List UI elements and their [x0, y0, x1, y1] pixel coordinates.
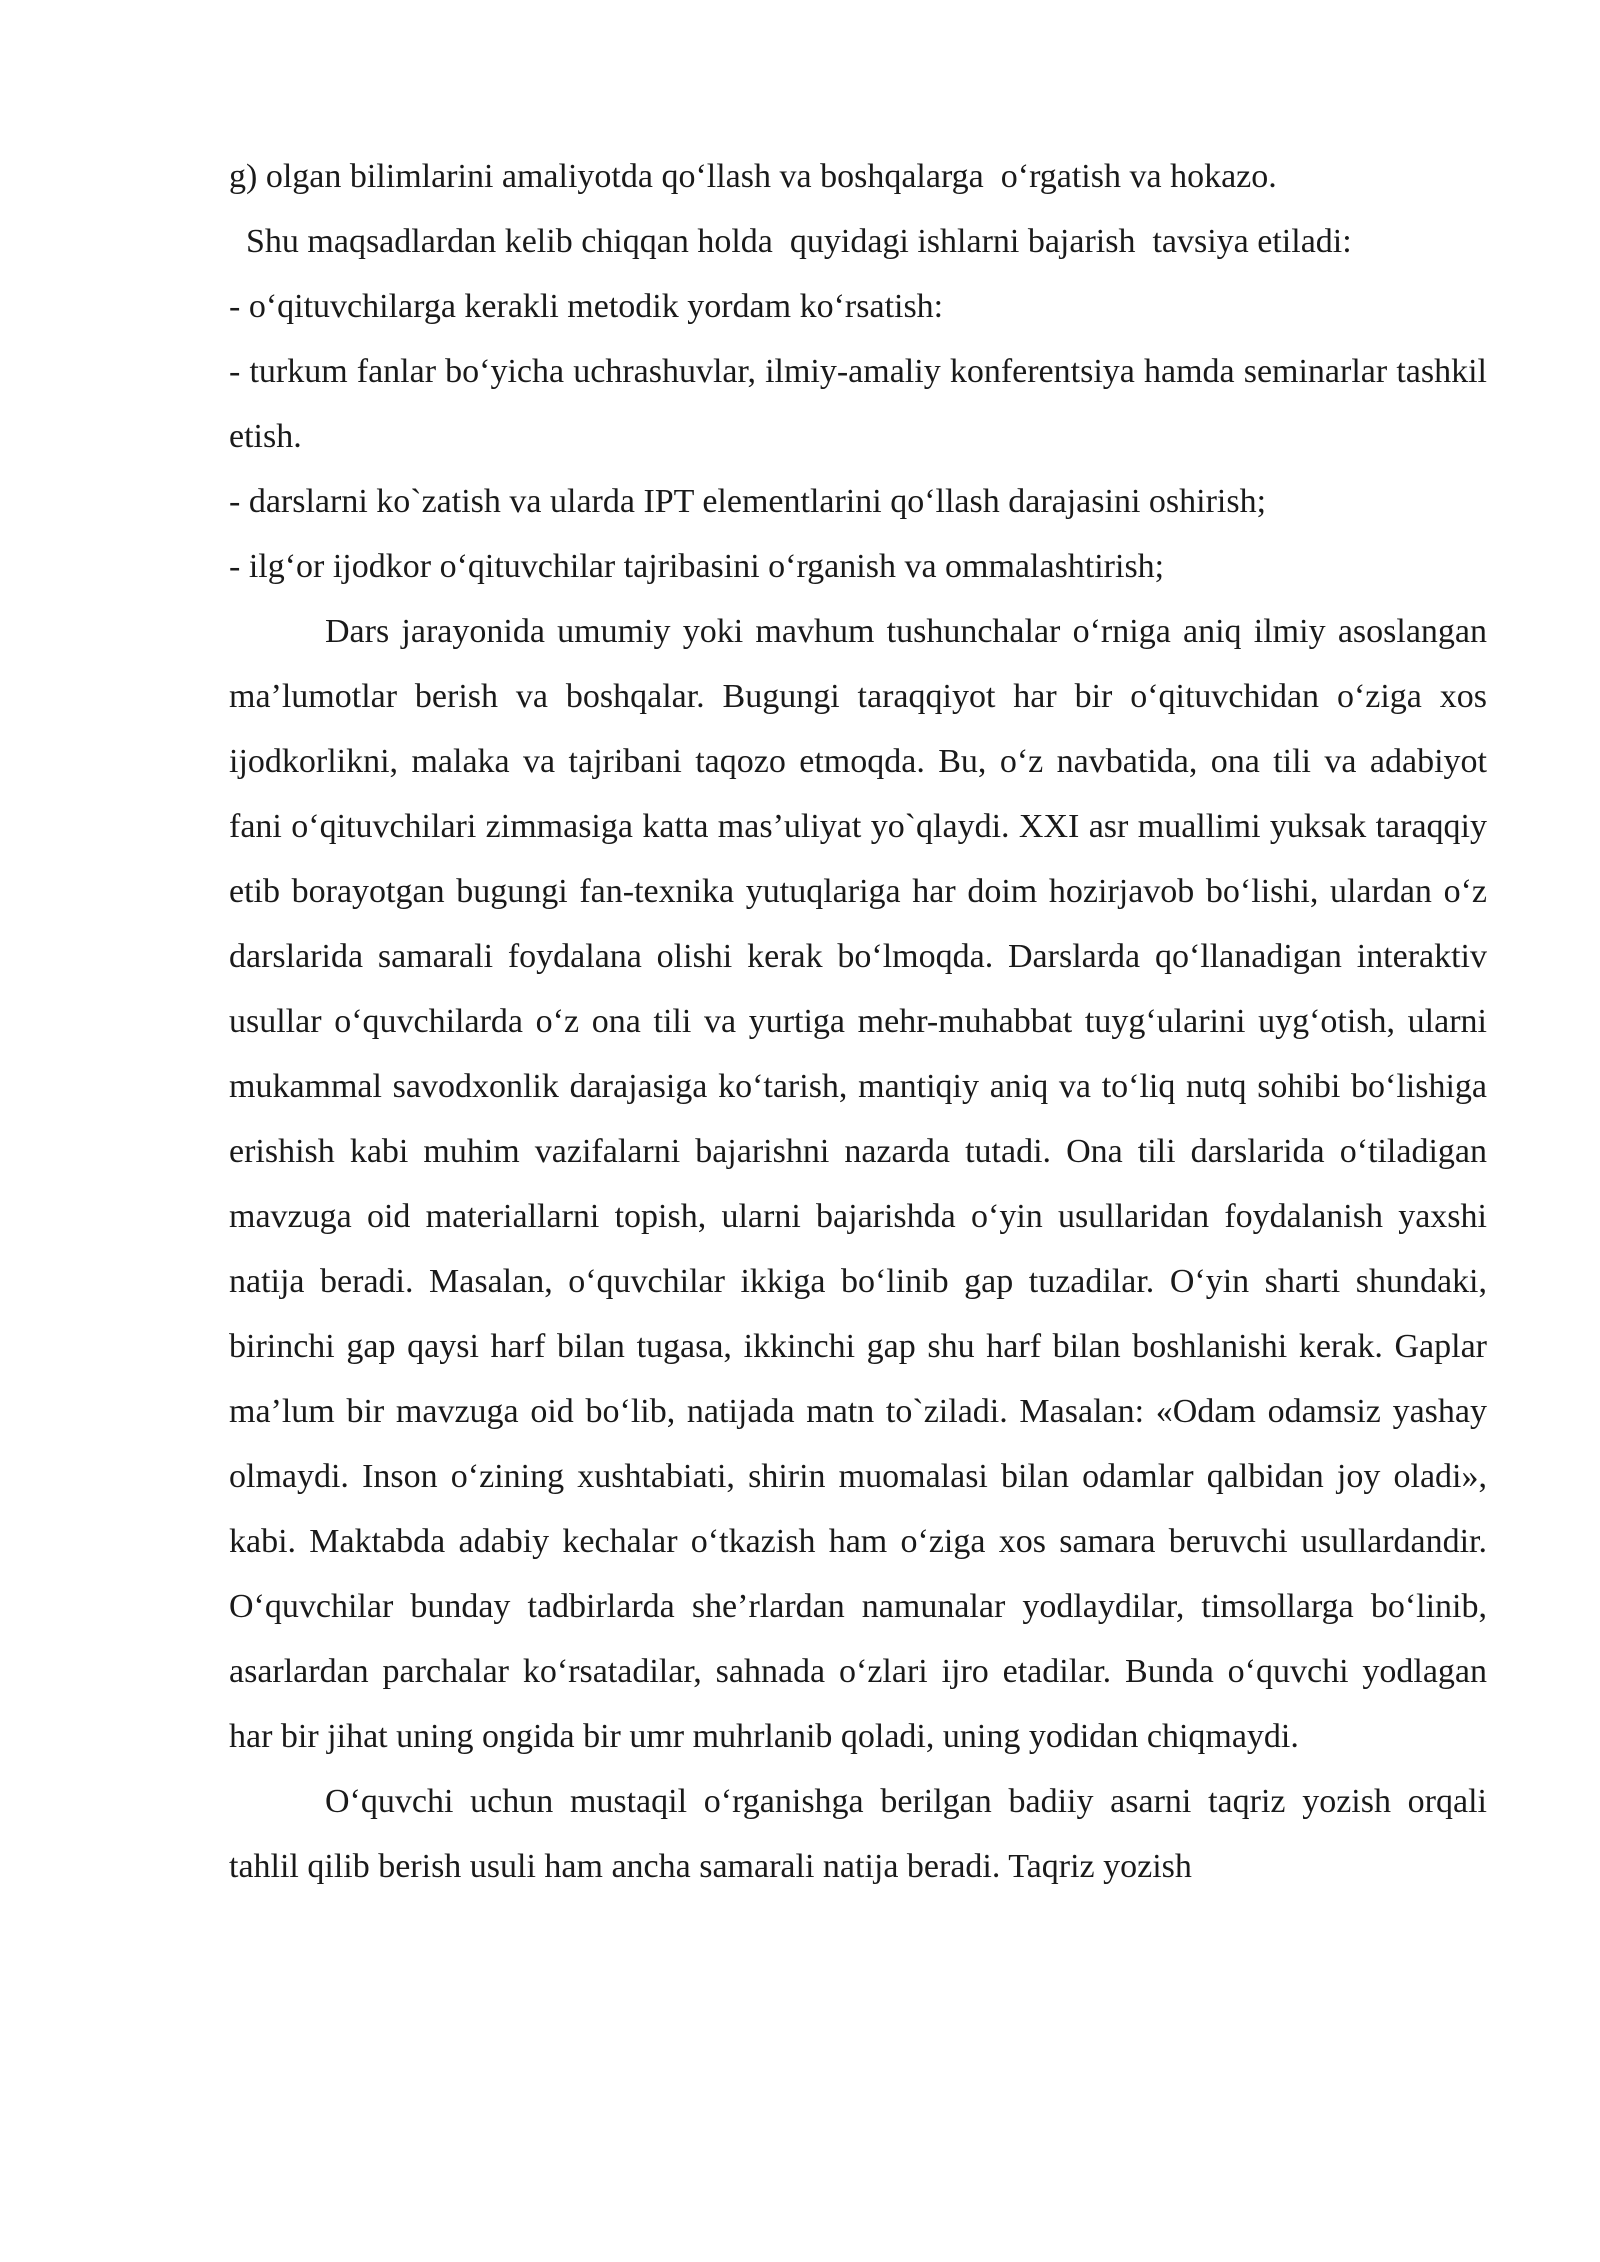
list-item: - o‘qituvchilarga kerakli metodik yordam ko‘rsatish:: [229, 288, 944, 325]
list-item: - turkum fanlar bo‘yicha uchrashuvlar, ilmiy-amaliy konferentsiya hamda seminarlar tashkil etish.: [229, 353, 1487, 455]
list-item: - ilg‘or ijodkor o‘qituvchilar tajribasini o‘rganish va ommalashtirish;: [229, 548, 1165, 585]
text-line-g: g) olgan bilimlarini amaliyotda qo‘llash va boshqalarga o‘rgatish va hokazo.: [229, 158, 1277, 195]
body-paragraph: Dars jarayonida umumiy yoki mavhum tushunchalar o‘rniga aniq ilmiy asoslangan ma’lumotlar berish va boshqalar. Bugungi taraqqiyot har bir o‘qituvchidan o‘ziga xos ijodkorlikni, malaka va tajribani taqozo etmoqda. Bu, o‘z navbatida, ona tili va adabiyot fani o‘qituvchilari zimmasiga katta mas’uliyat yo`qlaydi. XXI asr muallimi yuksak taraqqiy etib borayotgan bugungi fan-texnika yutuqlariga har doim hozirjavob bo‘lishi, ulardan o‘z darslarida samarali foydalana olishi kerak bo‘lmoqda. Darslarda qo‘llanadigan interaktiv usullar o‘quvchilarda o‘z ona tili va yurtiga mehr-muhabbat tuyg‘ularini uyg‘otish, ularni mukammal savodxonlik darajasiga ko‘tarish, mantiqiy aniq va to‘liq nutq sohibi bo‘lishiga erishish kabi muhim vazifalarni bajarishni nazarda tutadi. Ona tili darslarida o‘tiladigan mavzuga oid materiallarni topish, ularni bajarishda o‘yin usullaridan foydalanish yaxshi natija beradi. Masalan, o‘quvchilar ikkiga bo‘linib gap tuzadilar. O‘yin sharti shundaki, birinchi gap qaysi harf bilan tugasa, ikkinchi gap shu harf bilan boshlanishi kerak. Gaplar ma’lum bir mavzuga oid bo‘lib, natijada matn to`ziladi. Masalan: «Odam odamsiz yashay olmaydi. Inson o‘zining xushtabiati, shirin muomalasi bilan odamlar qalbidan joy oladi», kabi. Maktabda adabiy kechalar o‘tkazish ham o‘ziga xos samara beruvchi usullardandir. O‘quvchilar bunday tadbirlarda she’rlardan namunalar yodlaydilar, timsollarga bo‘linib, asarlardan parchalar ko‘rsatadilar, sahnada o‘zlari ijro etadilar. Bunda o‘quvchi yodlagan har bir jihat uning ongida bir umr muhrlanib qoladi, uning yodidan chiqmaydi.: [229, 613, 1487, 1755]
list-item: - darslarni ko`zatish va ularda IPT elementlarini qo‘llash darajasini oshirish;: [229, 483, 1267, 520]
intro-line: Shu maqsadlardan kelib chiqqan holda quyidagi ishlarni bajarish tavsiya etiladi:: [229, 223, 1352, 260]
document-page: [229, 144, 1487, 1899]
body-paragraph: O‘quvchi uchun mustaqil o‘rganishga berilgan badiiy asarni taqriz yozish orqali tahlil qilib berish usuli ham ancha samarali natija beradi. Taqriz yozish: [229, 1783, 1487, 1885]
